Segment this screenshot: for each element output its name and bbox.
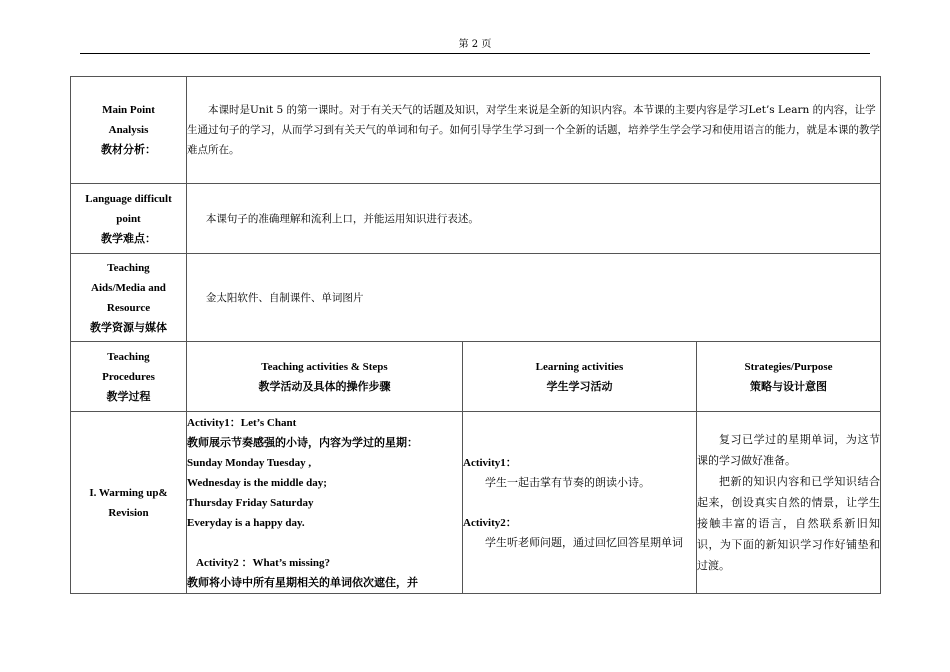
warmup-strategy-cell — [697, 412, 881, 594]
row-aids — [71, 254, 881, 342]
procedures-label: Teaching Procedures 教学过程 — [71, 342, 187, 412]
teaching-line: 教师将小诗中所有星期相关的单词依次遮住，并 — [187, 577, 418, 589]
learning-activity2-text: 学生听老师问题，通过回忆回答星期单词 — [485, 537, 683, 549]
teaching-line: Wednesday is the middle day; — [187, 477, 327, 489]
strategy-paragraph: 把新的知识内容和已学知识结合起来，创设真实自然的情景，让学生接触丰富的语言，自然联系新旧知识，为下面的新知识学习作好铺垫和过渡。 — [697, 475, 880, 572]
page-header — [80, 38, 870, 54]
teaching-line: Activity2 ：What’s missing? — [196, 557, 331, 569]
warmup-learning-cell — [463, 412, 697, 594]
warmup-label: I. Warming up& Revision — [71, 412, 187, 594]
row-difficult-point — [71, 184, 881, 254]
strategy-paragraph: 复习已学过的星期单词，为这节课的学习做好准备。 — [697, 433, 880, 467]
main-point-label: Main Point Analysis 教材分析： — [71, 77, 187, 184]
main-point-text-cell — [187, 77, 881, 184]
teaching-line: 教师展示节奏感强的小诗，内容为学过的星期： — [187, 437, 418, 449]
main-point-text: 本课时是Unit 5 的第一课时。对于有关天气的话题及知识，对学生来说是全新的知识内容。本节课的主要内容是学习Let’s Learn 的内容，让学生通过句子的学习，从而学习到有关天气的单词和句子。如何引导学生学习到一个全新的话题，培养学生学会学习和使用语言的能力，就是本课的教学难点所在。 — [187, 104, 880, 156]
teaching-line: Everyday is a happy day. — [187, 517, 305, 529]
row-procedures-header — [71, 342, 881, 412]
learning-activities-header: Learning activities 学生学习活动 — [463, 342, 697, 412]
teaching-line: Thursday Friday Saturday — [187, 497, 314, 509]
difficult-point-text: 本课句子的准确理解和流利上口，并能运用知识进行表述。 — [205, 212, 479, 225]
aids-text: 金太阳软件、自制课件、单词图片 — [205, 291, 364, 304]
aids-label: Teaching Aids/Media and Resource 教学资源与媒体 — [71, 254, 187, 342]
warmup-teaching-cell — [187, 412, 463, 594]
difficult-point-label: Language difficult point 教学难点： — [71, 184, 187, 254]
page-number: 第 2 页 — [458, 39, 492, 50]
teaching-line: Activity1：Let’s Chant — [187, 417, 297, 429]
teaching-activities-header: Teaching activities & Steps 教学活动及具体的操作步骤 — [187, 342, 463, 412]
learning-activity1-title: Activity1： — [463, 457, 517, 469]
strategies-header: Strategies/Purpose 策略与设计意图 — [697, 342, 881, 412]
learning-activity1-text: 学生一起击掌有节奏的朗读小诗。 — [485, 477, 650, 489]
aids-text-cell — [187, 254, 881, 342]
difficult-point-text-cell — [187, 184, 881, 254]
row-main-point — [71, 77, 881, 184]
row-warmup — [71, 412, 881, 594]
lesson-plan-table — [70, 76, 881, 594]
learning-activity2-title: Activity2： — [463, 517, 517, 529]
teaching-line: Sunday Monday Tuesday , — [187, 457, 312, 469]
